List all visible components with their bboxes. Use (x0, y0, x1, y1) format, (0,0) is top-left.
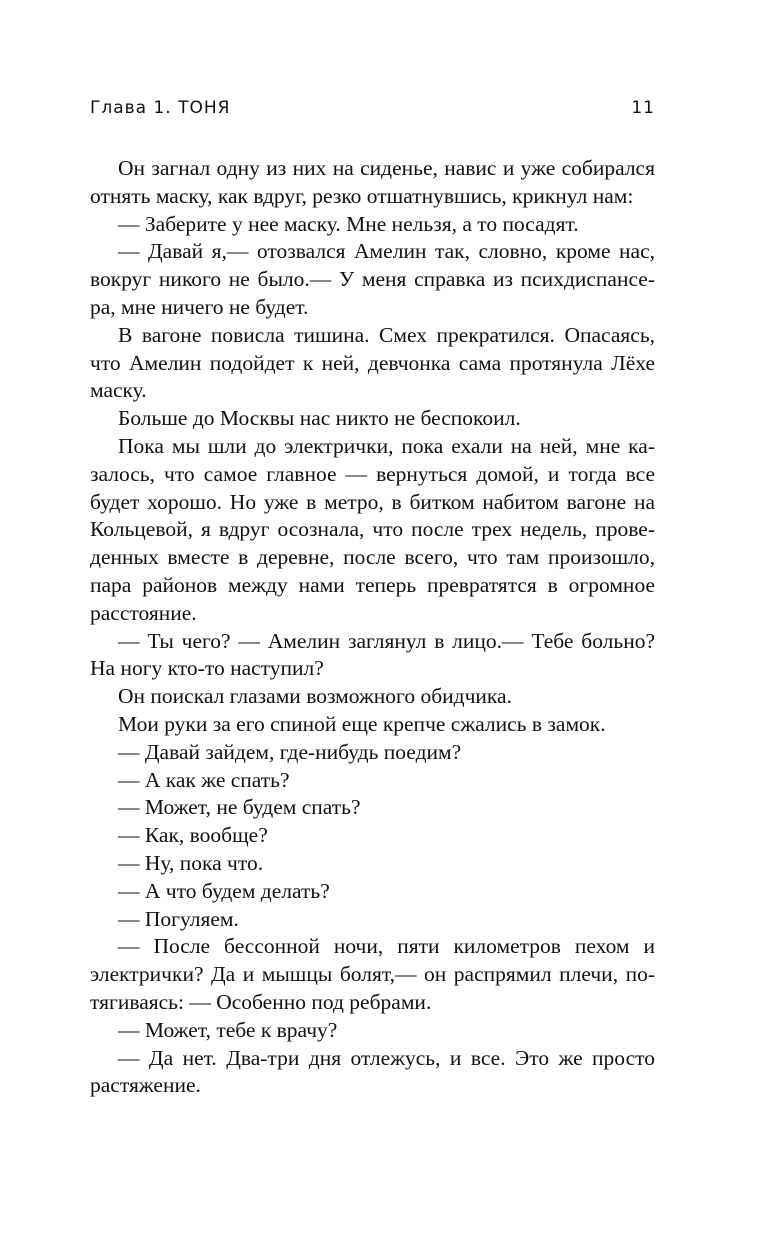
paragraph: — А как же спать? (118, 767, 290, 792)
page-number: 11 (631, 98, 655, 118)
paragraph: — Ты чего? — Амелин заглянул в лицо.— Тебе больно? На ногу кто-то наступил? (90, 628, 655, 681)
paragraph: Мои руки за его спиной еще крепче сжались в замок. (118, 711, 606, 736)
paragraph: — Давай я,— отозвался Амелин так, словно, кроме нас, вокруг никого не было.— У меня справка из психдиспансе-ра, мне ничего не будет. (90, 239, 655, 319)
paragraph: — Да нет. Два-три дня отлежусь, и все. Это же просто растяжение. (90, 1045, 655, 1098)
paragraph: — А что будем делать? (118, 878, 330, 903)
paragraph: Он поискал глазами возможного обидчика. (118, 684, 512, 709)
paragraph: — Может, не будем спать? (118, 795, 361, 820)
paragraph: Больше до Москвы нас никто не беспокоил. (118, 406, 521, 431)
paragraph: — После бессонной ночи, пяти километров пехом и электрички? Да и мышцы болят,— он распрямил плечи, по-тягиваясь: — Особенно под ребрами. (90, 934, 655, 1014)
text-body (90, 155, 655, 1100)
running-head: Глава 1. ТОНЯ (90, 98, 231, 118)
paragraph: В вагоне повисла тишина. Смех прекратился. Опасаясь, что Амелин подойдет к ней, девчонка сама протянула Лёхе маску. (90, 322, 655, 403)
paragraph: — Может, тебе к врачу? (118, 1017, 338, 1042)
paragraph: — Погуляем. (118, 906, 239, 931)
paragraph: — Заберите у нее маску. Мне нельзя, а то посадят. (118, 211, 579, 236)
page-header (90, 98, 655, 122)
paragraph: Он загнал одну из них на сиденье, навис и уже собирался отнять маску, как вдруг, резко отшатнувшись, крикнул нам: (90, 156, 655, 208)
paragraph: — Как, вообще? (118, 823, 268, 848)
paragraph: Пока мы шли до электрички, пока ехали на ней, мне ка-залось, что самое главное — вернуться домой, и тогда все будет хорошо. Но уже в метро, в битком набитом вагоне на Кольцевой, я вдруг осознала, что после трех недель, прове-денных вместе в деревне, после всего, что там произошло, пара районов между нами теперь превратятся в огромное расстояние. (90, 433, 655, 625)
paragraph: — Давай зайдем, где-нибудь поедим? (118, 739, 462, 764)
paragraph: — Ну, пока что. (118, 850, 264, 875)
